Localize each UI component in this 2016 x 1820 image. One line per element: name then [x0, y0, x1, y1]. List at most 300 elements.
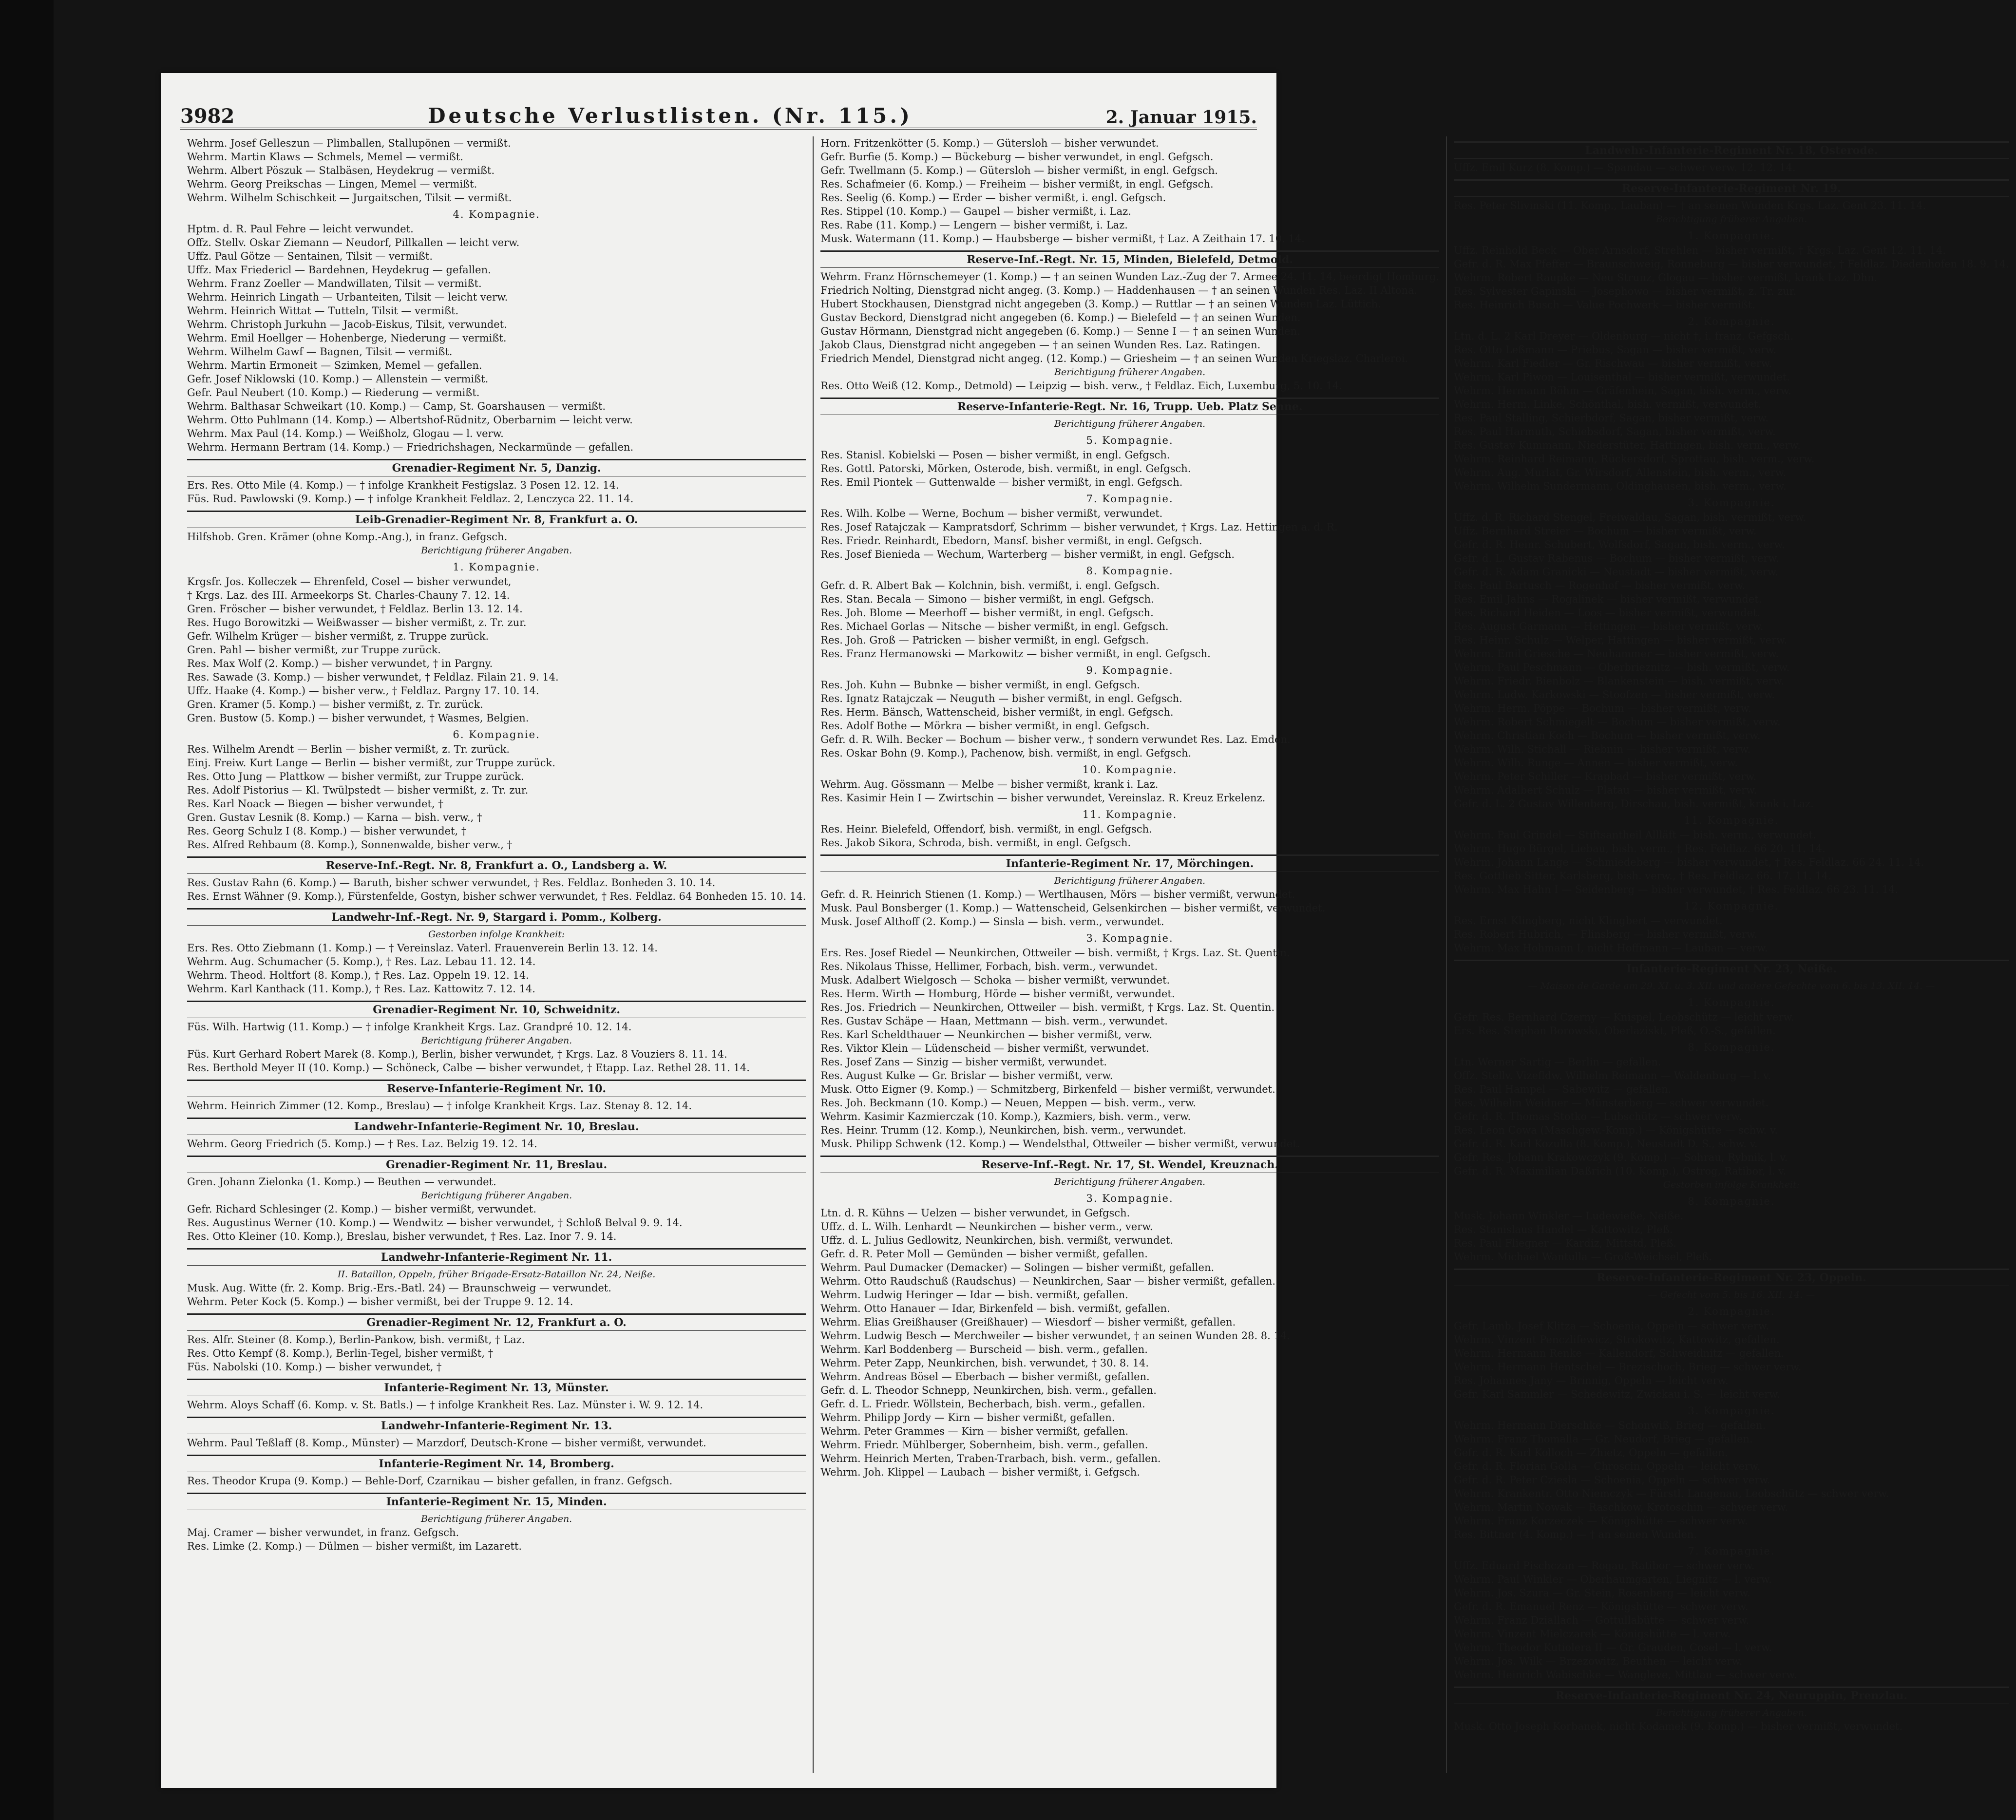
casualty-entry: Gren. Kramer (5. Komp.) — bisher vermißt, z. Tr. zurück. [187, 699, 483, 710]
casualty-entry: Wehrm. Theodor Kutiolera II — Gr. Grauden, Cosel — l. verw. [1453, 1642, 1772, 1653]
casualty-entry: Res. Peter Slivinski (11. Komp., Lauban) — † an seinen Wunden Krgs. Laz. Gent 23. 11. 14. [1453, 200, 1926, 211]
casualty-entry: Gefr. d. R. Peter Moll — Gemünden — bisher vermißt, gefallen. [820, 1248, 1148, 1260]
casualty-entry: Res. Emil Piontek — Guttenwalde — bisher vermißt, in engl. Gefgsch. [820, 476, 1183, 488]
casualty-entry: Ers. Res. Josef Riedel — Neunkirchen, Ottweiler — bish. vermißt, † Krgs. Laz. St. Quentin. [820, 947, 1290, 959]
company-heading: 2. Kompagnie. [1688, 1306, 1775, 1317]
casualty-entry: Friedrich Nolting, Dienstgrad nicht angeg. (3. Komp.) — Haddenhausen — † an seinen Wunden Res. Laz. II Altona. [820, 284, 1418, 296]
casualty-entry: Res. Wilh. Kolbe — Werne, Bochum — bisher vermißt, verwundet. [820, 508, 1163, 519]
casualty-entry: Wehrm. Heinrich Wabischke — Wangleve, Mittlau — schwer verw. [1453, 1669, 1797, 1681]
casualty-entry: Wehrm. Ludwig Heringer — Idar — bish. vermißt, gefallen. [820, 1289, 1128, 1301]
casualty-entry: Res. Wilhelm Arendt — Berlin — bisher vermißt, z. Tr. zurück. [187, 743, 510, 755]
casualty-entry: Wehrm. Hermann Dierschke — Schonwiß, Brieg — gefallen. [1453, 1420, 1766, 1431]
casualty-entry: Res. Karl Noack — Biegen — bisher verwundet, † [187, 798, 443, 810]
casualty-entry: Uffz. d. R. Richard Stengel, Freiwaldau, Sagan, bish. vermißt, verw. [1453, 512, 1806, 523]
casualty-entry: Wehrm. Hermann Bertram (14. Komp.) — Friedrichshagen, Neckarmünde — gefallen. [187, 441, 634, 453]
casualty-entry: Wehrm. Wilhelm Schischkeit — Jurgaitschen, Tilsit — vermißt. [187, 192, 512, 204]
casualty-entry: Res. Franz Hermanowski — Markowitz — bisher vermißt, in engl. Gefgsch. [820, 648, 1211, 660]
casualty-entry: Res. Josef Zans — Sinzig — bisher vermißt, verwundet. [820, 1056, 1107, 1068]
casualty-entry: Wehrm. Martin Klaws — Schmels, Memel — vermißt. [187, 151, 463, 163]
regiment-heading: Infanterie-Regiment Nr. 14, Bromberg. [187, 1455, 806, 1472]
casualty-entry: Wehrm. Herm. Linke, Schönthal, bish. vermißt, verwundet. [1453, 398, 1762, 410]
page-header [180, 97, 1257, 130]
casualty-entry: Gefr. Res. Johann Krakowczyk (9. Komp.) — Sohrau, Rybnik, l. v. [1453, 1152, 1788, 1163]
column-1 [180, 136, 814, 1773]
casualty-entry: Musk. Aug. Witte (fr. 2. Komp. Brig.-Ers.-Batl. 24) — Braunschweig — verwundet. [187, 1282, 611, 1294]
company-heading: 5. Kompagnie. [1086, 435, 1174, 446]
company-heading: 3. Kompagnie. [1086, 932, 1174, 944]
casualty-entry: Wehrm. Albert Pöszuk — Stalbäsen, Heydekrug — vermißt. [187, 165, 495, 176]
regiment-heading: Grenadier-Regiment Nr. 10, Schweidnitz. [187, 1001, 806, 1018]
casualty-entry: Hptm. d. R. Paul Fehre — leicht verwundet. [187, 223, 414, 235]
casualty-entry: Wehrm. Friedr. Mühlberger, Sobernheim, bish. verm., gefallen. [820, 1439, 1148, 1451]
casualty-entry: Füs. Wilh. Hartwig (11. Komp.) — † infolge Krankheit Krgs. Laz. Grandpré 10. 12. 14. [187, 1021, 632, 1033]
casualty-entry: Res. Gottl. Patorski, Mörken, Osterode, bish. vermißt, in engl. Gefgsch. [820, 463, 1191, 474]
casualty-entry: Res. Gustav Kummann, Niederstüter, Hattingen, bish. verm., verw. [1453, 439, 1801, 451]
casualty-entry: Wehrm. Max Paul (14. Komp.) — Weißholz, Glogau — l. verw. [187, 428, 504, 439]
casualty-entry: Musk. Otto Eigner (9. Komp.) — Schmitzberg, Birkenfeld — bisher vermißt, verwundet. [820, 1083, 1275, 1095]
publication-title [428, 104, 913, 128]
casualty-entry: Res. Ernst Wähner (9. Komp.), Fürstenfelde, Gostyn, bisher schwer verwundet, † Res. Feldlaz. 64 Bonheden 15. 10. 14. [187, 891, 806, 902]
casualty-entry: Musk. Philipp Schwenk (12. Komp.) — Wendelsthal, Ottweiler — bisher vermißt, verwundet. [820, 1138, 1300, 1150]
casualty-entry: Gren. Gustav Lesnik (8. Komp.) — Karna — bish. verw., † [187, 812, 482, 823]
casualty-entry: Res. Robert Hubrich, — Flinsberg — bisher vermißt, verw. [1453, 929, 1758, 940]
casualty-entry: Ltn. d. L. 2 Karl Dreyer — Oldenburg — nicht †, i. franz. Gefgsch. [1453, 330, 1794, 342]
company-heading: 8. Kompagnie. [1688, 1042, 1775, 1053]
section-note: Berichtigung früherer Angaben. [421, 1514, 572, 1524]
casualty-entry: Wehrm. Hermann Renke — Kallendorf, Schweidnitz — gefallen. [1453, 1347, 1784, 1359]
casualty-entry: Res. August Garmann — Hettingen — bisher vermißt, verw. [1453, 621, 1764, 632]
company-heading: 12. Kompagnie. [1684, 900, 1779, 912]
casualty-entry: Gefr. d. R. Heinr. Schubert, Wolfsdorf, Sagan, bish. verm., verw. [1453, 539, 1785, 550]
casualty-entry: Hubert Stockhausen, Dienstgrad nicht angegeben (3. Komp.) — Ruttlar — † an seinen Wunden Laz. Lüttich. [820, 298, 1381, 310]
casualty-entry: Wehrm. Hugo Bürgel, Liebau, bish. verm., † Res. Feldlaz. 66 20. 11. 14. [1453, 843, 1826, 854]
casualty-entry: Wehrm. Aloys Schaff (6. Komp. v. St. Batls.) — † infolge Krankheit Res. Laz. Münster i. W. 9. 12. 14. [187, 1399, 704, 1411]
casualty-entry: Uffz. Paul Götze — Sentainen, Tilsit — vermißt. [187, 250, 433, 262]
casualty-entry: Gefr. Paul Neubert (10. Komp.) — Riederung — vermißt. [187, 387, 480, 398]
casualty-entry: Füs. Rud. Pawlowski (9. Komp.) — † infolge Krankheit Feldlaz. 2, Lenczyca 22. 11. 14. [187, 493, 634, 505]
casualty-entry: Wehrm. Krankentr. Otto Niemczyk — Fürstl. Langenau, Leobschütz — schwer verw. [1453, 1488, 1889, 1499]
casualty-entry: Res. Viktor Klein — Lüdenscheid — bisher vermißt, verwundet. [820, 1043, 1149, 1054]
casualty-entry: Gefr. d. R. Emanuel Renz — Königshütte — schwer verw. [1453, 1601, 1749, 1612]
casualty-entry: Wehrm. Max Hohmann I, nicht Hoffmann — Lauban — verw. [1453, 942, 1768, 954]
casualty-entry: Gustav Beckord, Dienstgrad nicht angegeben (6. Komp.) — Bielefeld — † an seinen Wunden. [820, 312, 1301, 323]
regiment-heading: Reserve-Infanterie-Regt. Nr. 16, Trupp. Ueb. Platz Senne. [820, 398, 1439, 415]
casualty-entry: † Krgs. Laz. des III. Armeekorps St. Charles-Chauny 7. 12. 14. [187, 589, 510, 601]
casualty-entry: Wehrm. Peter Kock (5. Komp.) — bisher vermißt, bei der Truppe 9. 12. 14. [187, 1296, 573, 1308]
company-heading: 8. Kompagnie. [1688, 1195, 1775, 1207]
regiment-heading: Leib-Grenadier-Regiment Nr. 8, Frankfurt a. O. [187, 511, 806, 528]
casualty-entry: Wehrm. Elias Greißhauser (Greißhauer) — Wiesdorf — bisher vermißt, gefallen. [820, 1316, 1236, 1328]
casualty-entry: Wehrm. Adalbert Schulz — Platau — bisher vermißt, verw. [1453, 784, 1757, 796]
casualty-entry: Wehrm. Heinrich Merten, Traben-Trarbach, bish. verm., gefallen. [820, 1453, 1161, 1464]
casualty-entry: Gefr. Burfie (5. Komp.) — Bückeburg — bisher verwundet, in engl. Gefgsch. [820, 151, 1214, 163]
casualty-entry: Res. Kasimir Hein I — Zwirtschin — bisher verwundet, Vereinslaz. R. Kreuz Erkelenz. [820, 792, 1266, 804]
casualty-entry: Res. Friedr. Reinhardt, Ebedorn, Mansf. bisher vermißt, in engl. Gefgsch. [820, 535, 1202, 547]
regiment-heading: Infanterie-Regiment Nr. 17, Mörchingen. [820, 854, 1439, 872]
casualty-entry: Wehrm. Balthasar Schweikart (10. Komp.) — Camp, St. Goarshausen — vermißt. [187, 400, 606, 412]
casualty-entry: Gren. Fröscher — bisher verwundet, † Feldlaz. Berlin 13. 12. 14. [187, 603, 523, 615]
regiment-heading: Reserve-Infanterie-Regiment Nr. 19. [1454, 179, 2009, 197]
casualty-entry: Res. Jos. Friedrich — Neunkirchen, Ottweiler — bish. vermißt, † Krgs. Laz. St. Quentin. [820, 1002, 1275, 1013]
casualty-entry: Res. Wilhelm Weidner — Münsterberg — schwer verwundet. [1453, 1097, 1769, 1109]
regiment-heading: Landwehr-Infanterie-Regiment Nr. 10, Breslau. [187, 1118, 806, 1135]
casualty-entry: Füs. Kurt Gerhard Robert Marek (8. Komp.), Berlin, bisher verwundet, † Krgs. Laz. 8 Vouziers 8. 11. 14. [187, 1048, 727, 1060]
casualty-entry: Musk. Watermann (11. Komp.) — Haubsberge — bisher vermißt, † Laz. A Zeithain 17. 10. 14. [820, 233, 1305, 245]
casualty-entry: Krgsfr. Jos. Kolleczek — Ehrenfeld, Cosel — bisher verwundet, [187, 576, 512, 588]
section-note: Berichtigung früherer Angaben. [1054, 367, 1206, 378]
casualty-entry: Gefr. d. R. Florian Golla — Chroscin, Oppeln — leicht verw. [1453, 1460, 1761, 1472]
casualty-entry: Wehrm. Heinrich Lingath — Urbanteiten, Tilsit — leicht verw. [187, 291, 508, 303]
casualty-entry: Res. Joh. Blome — Meerhoff — bisher vermißt, in engl. Gefgsch. [820, 607, 1154, 619]
regiment-heading: Reserve-Infanterie-Regiment Nr. 10. [187, 1080, 806, 1097]
casualty-entry: Res. Stanisl. Kobielski — Posen — bisher vermißt, in engl. Gefgsch. [820, 449, 1170, 461]
casualty-entry: Wehrm. Hermann Hentschel — Brezischoch, Brieg — schwer verw. [1453, 1361, 1802, 1373]
casualty-entry: Wehrm. Vinzent Penczlifewicz, Strokowitz, Kattowitz, gefallen. [1453, 1334, 1780, 1346]
casualty-entry: Wehrm. Ludw. Karkowski — Stoofzen — bisher vermißt, verw. [1453, 689, 1775, 701]
regiment-heading: Reserve-Inf.-Regt. Nr. 17, St. Wendel, Kreuznach. [820, 1156, 1439, 1173]
casualty-entry: Gefr. d. R. Adam Granicki — Neustadt — bisher vermißt, verw. [1453, 566, 1778, 578]
casualty-entry: Offz. Stellv. Vizefldw. Wilhelm Reimann — Waldenburg — l. v. [1453, 1070, 1771, 1081]
casualty-entry: Res. Paul Hampel — Sabewitz — gefallen. [1453, 1083, 1672, 1095]
casualty-entry: Wehrm. Franz Korzeczek — Königshütte — schwer verw. [1453, 1515, 1748, 1527]
casualty-entry: Gefr. d. R. Thomas Stotko — Lubschütz — schwer verw. [1453, 1111, 1742, 1122]
casualty-entry: Wehrm. Christoph Jurkuhn — Jacob-Eiskus, Tilsit, verwundet. [187, 319, 507, 330]
section-note: Berichtigung früherer Angaben. [1655, 214, 1807, 225]
casualty-entry: Füs. Nabolski (10. Komp.) — bisher verwundet, † [187, 1361, 442, 1373]
casualty-entry: Res. Oskar Bohn (9. Komp.), Pachenow, bish. vermißt, in engl. Gefgsch. [820, 747, 1192, 759]
regiment-heading: Reserve-Inf.-Regt. Nr. 8, Frankfurt a. O., Landsberg a. W. [187, 856, 806, 874]
casualty-entry: Gefr. d. R. Karl Kolloch — Zhietz, Oppeln — gefallen. [1453, 1447, 1728, 1459]
casualty-entry: Res. Josef Bienieda — Wechum, Warterberg — bisher vermißt, in engl. Gefgsch. [820, 549, 1235, 560]
casualty-entry: Gefr. d. R. Heinrich Stienen (1. Komp.) — Wertlhausen, Mörs — bisher vermißt, verwundet. [820, 889, 1295, 900]
casualty-entry: Res. Ignatz Ratajczak — Neuguth — bisher vermißt, in engl. Gefgsch. [820, 693, 1182, 704]
casualty-entry: Res. Alfred Rehbaum (8. Komp.), Sonnenwalde, bisher verw., † [187, 839, 513, 851]
casualty-entry: Res. Augustinus Werner (10. Komp.) — Wendwitz — bisher verwundet, † Schloß Belval 9. 9. 14. [187, 1217, 683, 1229]
issue-number: (Nr. 115.) [772, 104, 913, 128]
casualty-entry: Uffz. Reinhold Beck — Ober Arnsdorf, Strehlen — bisher vermißt, † Krgs. Laz. Gent 12. 11. 14. [1453, 245, 1946, 256]
casualty-entry: Wehrm. Joh. Klippel — Laubach — bisher vermißt, i. Gefgsch. [820, 1466, 1141, 1478]
casualty-entry: Gefr. Richard Schlesinger (2. Komp.) — bisher vermißt, verwundet. [187, 1203, 536, 1215]
casualty-entry: Res. Stan. Becala — Simono — bisher vermißt, in engl. Gefgsch. [820, 593, 1154, 605]
section-note: Berichtigung früherer Angaben. [421, 545, 572, 556]
casualty-entry: Gefr. Josef Niklowski (10. Komp.) — Allenstein — vermißt. [187, 373, 489, 385]
company-heading: 1. Kompagnie. [1688, 230, 1775, 242]
section-note: Berichtigung früherer Angaben. [1054, 875, 1206, 886]
casualty-entry: Ers. Res. Otto Mile (4. Komp.) — † infolge Krankheit Festigslaz. 3 Posen 12. 12. 14. [187, 479, 619, 491]
casualty-entry: Res. Heinr. Bielefeld, Offendorf, bish. vermißt, in engl. Gefgsch. [820, 823, 1152, 835]
casualty-entry: Res. Herm. Wirth — Homburg, Hörde — bisher vermißt, verwundet. [820, 988, 1175, 1000]
casualty-entry: Res. Heinrich Busch — Value Pochwerk — bisher vermißt. [1453, 299, 1755, 311]
regiment-heading: Landwehr-Infanterie-Regiment Nr. 13. [187, 1417, 806, 1434]
regiment-heading: Landwehr-Infanterie-Regiment Nr. 18, Osterode. [1454, 141, 2009, 159]
columns [180, 136, 2009, 1773]
casualty-entry: Wehrm. Paul Dumacker (Demacker) — Solingen — bisher vermißt, gefallen. [820, 1262, 1215, 1273]
casualty-entry: Res. Nikolaus Thisse, Hellimer, Forbach, bish. verm., verwundet. [820, 961, 1158, 972]
casualty-entry: Musk. Adalbert Wielgosch — Schoka — bisher vermißt, verwundet. [820, 974, 1170, 986]
casualty-entry: Wehrm. Vinzent Mielczarek — Königshütte — l. verw. [1453, 1628, 1731, 1640]
casualty-entry: Uffz. Emil Kurz (8. Komp.) — Spandau — schwer verw. 12. 12. 14. [1453, 162, 1796, 173]
company-heading: 11. Kompagnie. [1082, 809, 1178, 820]
casualty-entry: Uffz. Haake (4. Komp.) — bisher verw., † Feldlaz. Pargny 17. 10. 14. [187, 685, 539, 697]
casualty-entry: Res. Otto Kleiner (10. Komp.), Breslau, bisher verwundet, † Res. Laz. Inor 7. 9. 14. [187, 1231, 617, 1242]
company-heading: 1. Kompagnie. [453, 561, 540, 573]
section-note: Berichtigung früherer Angaben. [421, 1190, 572, 1201]
casualty-entry: Res. Stippel (10. Komp.) — Gaupel — bisher vermißt, i. Laz. [820, 206, 1131, 217]
company-heading: 7. Kompagnie. [1086, 493, 1174, 505]
regiment-heading: Grenadier-Regiment Nr. 12, Frankfurt a. O. [187, 1313, 806, 1331]
casualty-entry: Res. August Kulke — Gr. Brislar — bisher vermißt, verw. [820, 1070, 1113, 1081]
casualty-entry: Wehrm. Aug. Murlat, Gr. Wirsdorf, Allenstein, bish. verm., verw. [1453, 467, 1787, 478]
casualty-entry: Gefr. d. R. Max Pfeffer — Braunschweig, Ronneburg — bisher verwundet, † Feldlaz. Diedenhofen 18. 9. 14. [1453, 258, 2009, 270]
column-3 [1447, 136, 2016, 1773]
casualty-entry: Wehrm. Aug. Schumacher (5. Komp.), † Res. Laz. Lebau 11. 12. 14. [187, 956, 536, 967]
casualty-entry: Gefr. Twellmann (5. Komp.) — Gütersloh — bisher vermißt, in engl. Gefgsch. [820, 165, 1218, 176]
casualty-entry: Gefr. d. L. 2 Gustav Willenberg, Dirschau, bish. vermißt, krank i. Laz. [1453, 798, 1814, 810]
casualty-entry: Res. Gottlieb Sitter, Karlsberg, bish. verw., † Res. Feldlaz. 66. 17. 11. 14. [1453, 870, 1831, 882]
casualty-entry: Horn. Fritzenkötter (5. Komp.) — Gütersloh — bisher verwundet. [820, 137, 1159, 149]
casualty-entry: Musk. Paul Bonsberger (1. Komp.) — Wattenscheid, Gelsenkirchen — bisher vermißt, verwundet. [820, 902, 1326, 914]
company-heading: 11. Kompagnie. [1684, 815, 1779, 826]
casualty-entry: Wehrm. Otto Puhlmann (14. Komp.) — Albertshof-Rüdnitz, Oberbarnim — leicht verw. [187, 414, 633, 426]
casualty-entry: Wehrm. Reinhard Reimann, Rückersdorf, Sprottau, bish. verm., verw. [1453, 453, 1815, 465]
casualty-entry: Wehrm. Theod. Holtfort (8. Komp.), † Res. Laz. Oppeln 19. 12. 14. [187, 969, 529, 981]
casualty-entry: Wehrm. Robert Schmiegelt — Bochum — bisher vermißt, verw. [1453, 716, 1781, 728]
casualty-entry: Ltn. Werner Sartig — Berlin — gefallen. [1453, 1056, 1661, 1068]
regiment-heading: Infanterie-Regiment Nr. 23, Neiße. [1454, 960, 2009, 977]
casualty-entry: Friedrich Mendel, Dienstgrad nicht angeg. (12. Komp.) — Griesheim — † an seinen Wunden Kriegslaz. Charleroi. [820, 353, 1408, 364]
casualty-entry: Wehrm. Franz Dziallach — Gottullabütte — schwer verw. [1453, 1614, 1750, 1626]
casualty-entry: Gefr. Karl Sammler — Schedewitz, Zwickau i. S. — leicht verw. [1453, 1388, 1780, 1400]
casualty-entry: Wehrm. Hermann Böhm — Gräfenhein, Sagan, bish. verm., verw. [1453, 385, 1791, 397]
casualty-entry: Wehrm. Christian Koch — Bochum — bisher vermißt, verw. [1453, 730, 1761, 741]
casualty-entry: Wehrm. Aug. Gössmann — Melbe — bisher vermißt, krank i. Laz. [820, 778, 1159, 790]
casualty-entry: Wehrm. Wilh. Runge — Annen — bisher vermißt, verw. [1453, 757, 1738, 769]
casualty-entry: Wehrm. Peter Grammes — Kirn — bisher vermißt, gefallen. [820, 1425, 1129, 1437]
casualty-entry: Wehrm. Wilhelm Sundermann, Oldinghausen, bish. verm., verw. [1453, 480, 1787, 492]
casualty-entry: Wehrm. Franz Zoeller — Mandwillaten, Tilsit — vermißt. [187, 278, 482, 289]
casualty-entry: Wehrm. Heinrich Zimmer (12. Komp., Breslau) — † infolge Krankheit Krgs. Laz. Stenay 8. 12. 14. [187, 1100, 692, 1112]
casualty-entry: Res. Ernst Klingberg, nicht Klingbert — verwundet. [1453, 915, 1723, 927]
casualty-entry: Res. Paul Harmuth, Schiebsdorf, Sagan, bisher vermißt, verw. [1453, 426, 1776, 437]
casualty-entry: Res. Emil Jahns — Rogalinek — bisher vermißt, verwundet. [1453, 593, 1762, 605]
scan-border [0, 0, 54, 1820]
casualty-entry: Wehrm. Karl Boddenberg — Burscheid — bish. verm., gefallen. [820, 1344, 1148, 1355]
company-heading: 4. Kompagnie. [453, 209, 540, 220]
casualty-entry: Uffz. Bernhard Streier — Bochum — bisher vermißt, verw. [1453, 525, 1757, 537]
casualty-entry: Wehrm. Georg Friedrich (5. Komp.) — † Res. Laz. Belzig 19. 12. 14. [187, 1138, 537, 1150]
casualty-entry: Res. Hugo Borowitzki — Weißwasser — bisher vermißt, z. Tr. zur. [187, 617, 527, 628]
newspaper-page [161, 73, 2009, 1788]
casualty-entry: Gren. Johann Zielonka (1. Komp.) — Beuthen — verwundet. [187, 1176, 496, 1188]
section-note: — Gefecht vom 5. bis 16. XII. 14. — [1648, 1289, 1815, 1300]
casualty-entry: Wehrm. Karl Kanthack (11. Komp.), † Res. Laz. Kattowitz 7. 12. 14. [187, 983, 535, 995]
casualty-entry: Wehrm. Paul Peschmann — Oberbrieznitz — bish. vermißt, verw. [1453, 662, 1790, 673]
casualty-entry: Res. Jakob Sikora, Schroda, bish. vermißt, in engl. Gefgsch. [820, 837, 1131, 849]
casualty-entry: Wehrm. Michael Wantulla — Groß-Weichsel, Pleß. [1453, 1251, 1712, 1263]
casualty-entry: Res. Herm. Bänsch, Wattenscheid, bisher vermißt, in engl. Gefgsch. [820, 706, 1174, 718]
casualty-entry: Musk. Johann Winkler — Ludewieße, Neiße. [1453, 1210, 1684, 1222]
casualty-entry: Res. Josef Ratajczak — Kampratsdorf, Schrimm — bisher verwundet, † Krgs. Laz. Hettingen a. d. R. [820, 521, 1338, 533]
casualty-entry: Res. Otto Leßmann — Priebus, Sagan — bisher vermißt, verw. [1453, 344, 1776, 356]
regiment-heading: Reserve-Inf.-Regt. Nr. 15, Minden, Bielefeld, Detmold. [820, 250, 1439, 268]
casualty-entry: Musk. Otto Joseph Korbanek, nicht Kodamek (9. Komp.) — bisher vermißt, verwundet. [1453, 1721, 1903, 1732]
company-heading: 8. Kompagnie. [1086, 565, 1174, 577]
casualty-entry: Hilfshob. Gren. Krämer (ohne Komp.-Ang.), in franz. Gefgsch. [187, 531, 508, 543]
casualty-entry: Wehrm. Heinrich Wittat — Tutteln, Tilsit — vermißt. [187, 305, 459, 317]
casualty-entry: Res. Leon Cowa (Maschgew.-Komp.) — Königshütte — schw. v. [1453, 1124, 1778, 1136]
casualty-entry: Gefr. Res. Bernhard Czerny — Knispel, Leobschütz — leicht verw. [1453, 1011, 1794, 1023]
casualty-entry: Res. Georg Schulz I (8. Komp.) — bisher verwundet, † [187, 825, 467, 837]
casualty-entry: Wehrm. Andreas Bösel — Eberbach — bisher vermißt, gefallen. [820, 1371, 1150, 1383]
company-heading: 2. Kompagnie. [1688, 316, 1775, 327]
casualty-entry: Wehrm. Martin Ermoneit — Szimken, Memel — gefallen. [187, 360, 482, 371]
page-number: 3982 [180, 105, 235, 128]
company-heading: 3. Kompagnie. [1086, 1193, 1174, 1204]
regiment-heading: Landwehr-Inf.-Regt. Nr. 9, Stargard i. Pomm., Kolberg. [187, 908, 806, 926]
casualty-entry: Gefr. d. R. Wilh. Becker — Bochum — bisher verw., † sondern verwundet Res. Laz. Emden. [820, 734, 1291, 745]
casualty-entry: Wehrm. Karl Fiedler — Gr. Rischwau — bisher vermißt, verw. [1453, 358, 1772, 369]
casualty-entry: Res. Rabe (11. Komp.) — Lengern — bisher vermißt, i. Laz. [820, 219, 1128, 231]
casualty-entry: Wehrm. Karl Piwon — Louisenthal — bisher vermißt, verwundet. [1453, 371, 1790, 383]
casualty-entry: Ers. Res. Stephan Borowski, Oberlaziskt, Pleß, O.-S., gefallen. [1453, 1025, 1776, 1037]
section-note: Berichtigung früherer Angaben. [1655, 1707, 1807, 1718]
casualty-entry: Wehrm. Georg Preikschas — Lingen, Memel — vermißt. [187, 178, 477, 190]
casualty-entry: Gefr. d. L. Gustav Rabenus — Bochum — bisher vermißt, verw. [1453, 552, 1779, 564]
casualty-entry: Ltn. d. R. Kühns — Uelzen — bisher verwundet, in Gefgsch. [820, 1207, 1130, 1219]
casualty-entry: Wehrm. Franz Hörnschemeyer (1. Komp.) — † an seinen Wunden Laz.-Zug der 7. Armee 24. 11. 14, beerdigt Homburg. [820, 271, 1439, 283]
issue-date: 2. Januar 1915. [1105, 107, 1257, 128]
casualty-entry: Res. Otto Jung — Plattkow — bisher vermißt, zur Truppe zurück. [187, 771, 524, 782]
casualty-entry: Res. Richard Heiden — Loos — bisher vermißt, verwundet. [1453, 607, 1761, 619]
casualty-entry: Wehrm. Johann Lange — Schmiedeberg — bisher verwundet, † Res. Feldlaz. 66 24. 11. 14. [1453, 856, 1924, 868]
casualty-entry: Res. Paul Bartusch — Rogenhof — bisher vermißt, verw. [1453, 580, 1746, 591]
casualty-entry: Wehrm. Jos. Wilk — Brzezowitz, Beuthen — leicht verw. [1453, 1655, 1743, 1667]
casualty-entry: Res. Gustav Schäpe — Haan, Mettmann — bish. verm., verwundet. [820, 1015, 1168, 1027]
casualty-entry: Res. Heinr. Schulz — Welper, Hattingen — bisher vermißt, verw. [1453, 634, 1788, 646]
casualty-entry: Wehrm. Philipp Jordy — Kirn — bisher vermißt, gefallen. [820, 1412, 1115, 1423]
casualty-entry: Res. Otto Weiß (12. Komp., Detmold) — Leipzig — bish. verw., † Feldlaz. Eich, Luxemburg, 5. 10. 14. [820, 380, 1343, 392]
section-note: II. Bataillon, Oppeln, früher Brigade-Ersatz-Bataillon Nr. 24, Neiße. [337, 1269, 656, 1280]
casualty-entry: Gefr. Lamb. Josef Klitza — Schoenia, Oppeln — schwer verw. [1453, 1320, 1769, 1332]
casualty-entry: Gefr. d. R. Karl Kozulla (8. Komp.), Neustadt D. S., schw. v. [1453, 1138, 1758, 1150]
casualty-entry: Maj. Cramer — bisher verwundet, in franz. Gefgsch. [187, 1527, 459, 1538]
casualty-entry: Wehrm. Peter Zapp, Neunkirchen, bish. verwundet, † 30. 8. 14. [820, 1357, 1149, 1369]
casualty-entry: Wehrm. Martin Nowak — Raschkow, Krotoschin — schwer verw. [1453, 1501, 1788, 1513]
regiment-heading: Infanterie-Regiment Nr. 13, Münster. [187, 1379, 806, 1396]
casualty-entry: Gefr. d. L. Friedr. Wöllstein, Becherbach, bish. verm., gefallen. [820, 1398, 1145, 1410]
casualty-entry: Res. Heinr. Trumm (12. Komp.), Neunkirchen, bish. verm., verwundet. [820, 1124, 1186, 1136]
casualty-entry: Gefr. d. R. Peter Cziesla — Schoenia, Oppeln — schwer verw. [1453, 1474, 1770, 1486]
company-heading: 9. Kompagnie. [1086, 664, 1174, 676]
casualty-entry: Uffz. d. L. Wilh. Lenhardt — Neunkirchen — bisher verm., verw. [820, 1221, 1153, 1232]
company-heading: 3. Kompagnie. [1688, 497, 1775, 509]
casualty-entry: Res. Otto Kempf (8. Komp.), Berlin-Tegel, bisher vermißt, † [187, 1347, 494, 1359]
casualty-entry: Res. Paul Fliegner — Kardiz, Mittstd, Pleß. [1453, 1237, 1677, 1249]
company-heading: 6. Kompagnie. [453, 729, 540, 740]
casualty-entry: Res. Stanislaus Handel — Kattowitz, Pleß. [1453, 1224, 1673, 1235]
section-note: Gestorben infolge Krankheit: [428, 929, 565, 940]
casualty-entry: Wehrm. Robert Raupke — Neu Strunz, Glogau — bisher vermißt, krank Laz. Dhn. [1453, 272, 1878, 284]
casualty-entry: Wehrm. Otto Raudschuß (Raudschus) — Neunkirchen, Saar — bisher vermißt, gefallen. [820, 1275, 1276, 1287]
casualty-entry: Res. Adolf Bothe — Mörkra — bisher vermißt, in engl. Gefgsch. [820, 720, 1150, 732]
company-heading: 3. Kompagnie. [1688, 1405, 1775, 1417]
casualty-entry: Res. Michael Gorlas — Nitsche — bisher vermißt, in engl. Gefgsch. [820, 621, 1169, 632]
regiment-heading: Grenadier-Regiment Nr. 5, Danzig. [187, 459, 806, 476]
casualty-entry: Res. Limke (2. Komp.) — Dülmen — bisher vermißt, im Lazarett. [187, 1540, 522, 1552]
casualty-entry: Wehrm. Kasimir Kazmierczak (10. Komp.), Kazmiers, bish. verm., verw. [820, 1111, 1191, 1122]
regiment-heading: Grenadier-Regiment Nr. 11, Breslau. [187, 1156, 806, 1173]
casualty-entry: Res. Adolf Pistorius — Kl. Twülpstedt — bisher vermißt, z. Tr. zur. [187, 784, 529, 796]
company-heading: 10. Kompagnie. [1082, 764, 1178, 776]
casualty-entry: Wehrm. Paul Grindel — Stiftsantheil Allläft — bish. verm., verwundet. [1453, 829, 1816, 841]
casualty-entry: Wehrm. Josef Gelleszun — Plimballen, Stallupönen — vermißt. [187, 137, 511, 149]
casualty-entry: Res. Theodor Krupa (9. Komp.) — Behle-Dorf, Czarnikau — bisher gefallen, in franz. Gefgsch. [187, 1475, 673, 1487]
regiment-heading: Reserve-Infanterie-Regiment Nr. 23, Oppeln. [1454, 1269, 2009, 1286]
casualty-entry: Gren. Bustow (5. Komp.) — bisher verwundet, † Wasmes, Belgien. [187, 712, 529, 724]
casualty-entry: Res. Sawade (3. Komp.) — bisher verwundet, † Feldlaz. Filain 21. 9. 14. [187, 671, 559, 683]
casualty-entry: Wehrm. Max Hahn I — Seidenberg — bisher verwundet, † Res. Feldlaz. 66 23. 11. 14. [1453, 884, 1899, 895]
casualty-entry: Einj. Freiw. Kurt Lange — Berlin — bisher vermißt, zur Truppe zurück. [187, 757, 555, 769]
casualty-entry: Jakob Claus, Dienstgrad nicht angegeben — † an seinen Wunden Res. Laz. Ratingen. [820, 339, 1261, 351]
casualty-entry: Musk. Josef Althoff (2. Komp.) — Sinsla — bish. verm., verwundet. [820, 916, 1164, 928]
section-note: — Maison de Garde am 29. XI. u. 3. XII. und andere Gefechte vom 6. bis 13. XII. 14. — [1528, 981, 1935, 991]
casualty-entry: Gefr. d. R. Albert Bak — Kolchnin, bish. vermißt, i. engl. Gefgsch. [820, 580, 1160, 591]
casualty-entry: Gefr. d. L. Theodor Schnepp, Neunkirchen, bish. verm., gefallen. [820, 1384, 1157, 1396]
casualty-entry: Res. Berthold Meyer II (10. Komp.) — Schöneck, Calbe — bisher verwundet, † Etapp. Laz. Rethel 28. 11. 14. [187, 1062, 750, 1074]
section-note: Gestorben infolge Krankheit: [1663, 1179, 1800, 1190]
casualty-entry: Wehrm. Emil Hoellger — Hohenberge, Niederung — vermißt. [187, 332, 507, 344]
casualty-entry: Res. Bittner (4. Komp.) — † an seinen Wunden. [1453, 1529, 1697, 1540]
casualty-entry: Gefr. d. R. Maximilian Daßrich (10. Komp.), Ostrog, Ratibor, l. v. [1453, 1165, 1787, 1177]
casualty-entry: Wehrm. Paul Winkler — Oberhaumgarten, Liegnitz — l. verw. [1453, 1574, 1772, 1585]
casualty-entry: Wehrm. Herm. Pöppe — Bochum — bisher vermißt, verw. [1453, 702, 1751, 714]
casualty-entry: Wehrm. Jos. Szura — Gr. Stein, Rosenberg — leicht verw. [1453, 1587, 1750, 1599]
casualty-entry: Wehrm. Wilh. Stichall — Riebnin — bisher vermißt, verw. [1453, 743, 1751, 755]
casualty-entry: Res. Karl Scheldthauer — Neunkirchen — bisher vermißt, verw. [820, 1029, 1153, 1041]
casualty-entry: Ers. Res. Otto Ziebmann (1. Komp.) — † Vereinslaz. Vaterl. Frauenverein Berlin 13. 12. 14. [187, 942, 658, 954]
company-heading: 7. Kompagnie. [1688, 1545, 1775, 1557]
casualty-entry: Res. Joh. Groß — Patricken — bisher vermißt, in engl. Gefgsch. [820, 634, 1149, 646]
section-note: Berichtigung früherer Angaben. [1054, 418, 1206, 429]
regiment-heading: Landwehr-Infanterie-Regiment Nr. 11. [187, 1248, 806, 1266]
section-note: Berichtigung früherer Angaben. [421, 1035, 572, 1046]
casualty-entry: Res. Joh. Beckmann (10. Komp.) — Neuen, Meppen — bish. verm., verw. [820, 1097, 1196, 1109]
casualty-entry: Wehrm. Paul Teßlaff (8. Komp., Münster) — Marzdorf, Deutsch-Krone — bisher vermißt, verwundet. [187, 1437, 706, 1449]
casualty-entry: Res. Sylvester Gapinski — Josephowo — bisher vermißt, z. Tr. zur. [1453, 285, 1797, 297]
casualty-entry: Uffz. Eduard Pischczan — Rogau, Ratibor — schwer verw. [1453, 1560, 1755, 1572]
casualty-entry: Res. Gustav Rahn (6. Komp.) — Baruth, bisher schwer verwundet, † Res. Feldlaz. Bonheden 3. 10. 14. [187, 877, 716, 889]
casualty-entry: Gefr. Wilhelm Krüger — bisher vermißt, z. Truppe zurück. [187, 630, 489, 642]
casualty-entry: Gustav Hörmann, Dienstgrad nicht angegeben (6. Komp.) — Senne I — † an seinen Wunden. [820, 325, 1300, 337]
casualty-entry: Offz. Stellv. Oskar Ziemann — Neudorf, Pillkallen — leicht verw. [187, 237, 520, 248]
regiment-heading: Infanterie-Regiment Nr. 15, Minden. [187, 1493, 806, 1510]
casualty-entry: Wehrm. Otto Hanauer — Idar, Birkenfeld — bish. vermißt, gefallen. [820, 1303, 1170, 1314]
casualty-entry: Wehrm. Franz Thomalla — Gr. Neudorf, Brieg — gefallen. [1453, 1433, 1753, 1445]
casualty-entry: Uffz. Max Friedericl — Bardehnen, Heydekrug — gefallen. [187, 264, 491, 276]
title-text: Deutsche Verlustlisten. [428, 104, 762, 128]
casualty-entry: Gren. Pahl — bisher vermißt, zur Truppe zurück. [187, 644, 441, 656]
casualty-entry: Uffz. d. L. Julius Gedlowitz, Neunkirchen, bish. vermißt, verwundet. [820, 1234, 1174, 1246]
section-note: Berichtigung früherer Angaben. [1054, 1176, 1206, 1187]
casualty-entry: Res. Max Wolf (2. Komp.) — bisher verwundet, † in Pargny. [187, 658, 493, 669]
casualty-entry: Wehrm. Ludwig Besch — Merchweiler — bisher verwundet, † an seinen Wunden 28. 8. 14. [820, 1330, 1290, 1342]
regiment-heading: Reserve-Infanterie-Regiment Nr. 24, Neuruppin, Prenzlau. [1454, 1687, 2009, 1704]
casualty-entry: Res. Schafmeier (6. Komp.) — Freiheim — bisher vermißt, in engl. Gefgsch. [820, 178, 1214, 190]
casualty-entry: Res. Seelig (6. Komp.) — Erder — bisher vermißt, i. engl. Gefgsch. [820, 192, 1166, 204]
casualty-entry: Wehrm. Peter Schiller — Krapbad — bisher vermißt, verw. [1453, 771, 1757, 782]
column-2 [814, 136, 1447, 1773]
casualty-entry: Res. Johannes Jany — Brinnig, Oppeln — leicht verw. [1453, 1375, 1729, 1386]
